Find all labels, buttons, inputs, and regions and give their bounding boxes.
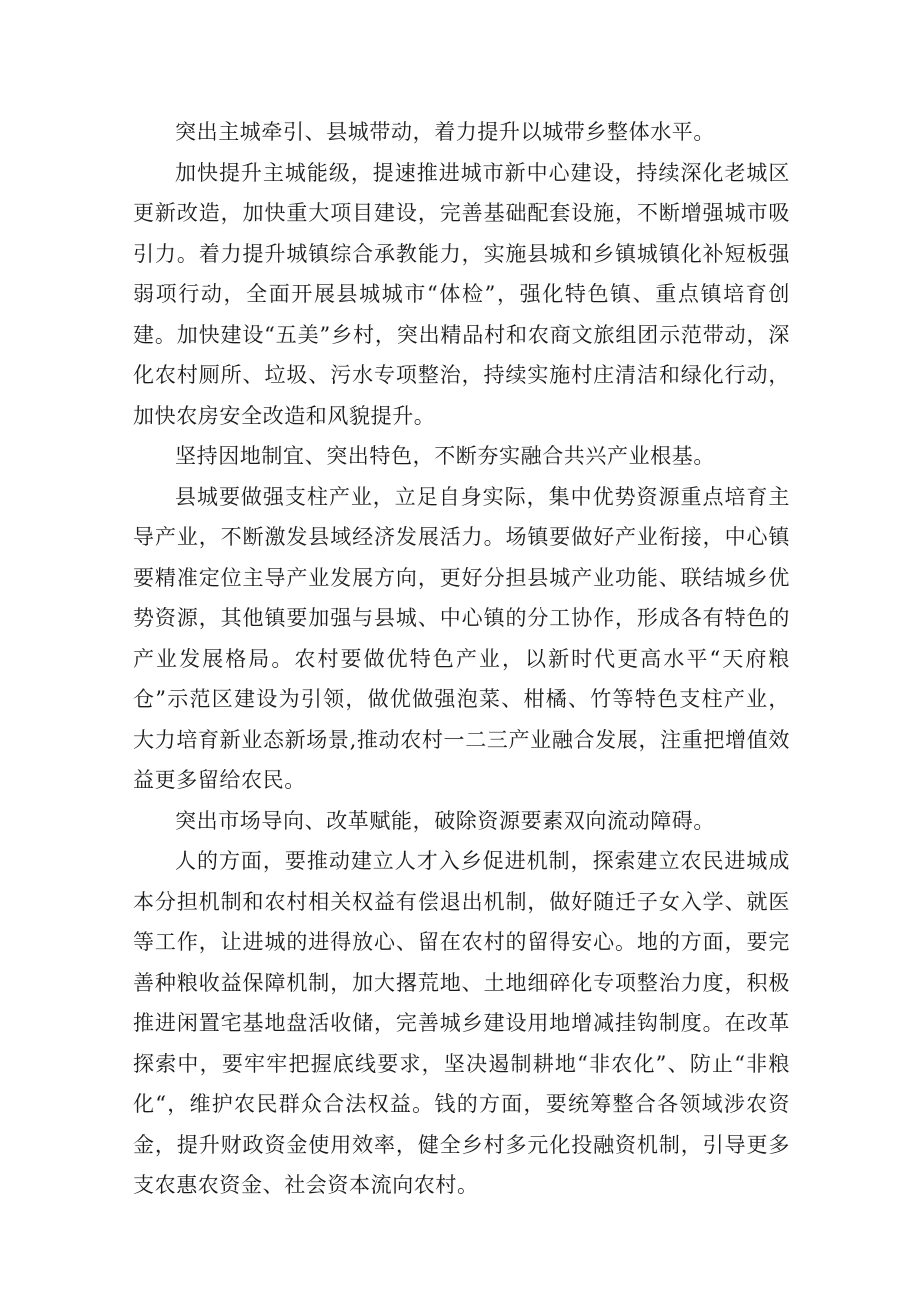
body-paragraph-city-upgrade: 加快提升主城能级，提速推进城市新中心建设，持续深化老城区更新改造，加快重大项目建设，完善基础配套设施，不断增强城市吸引力。着力提升城镇综合承教能力，实施县城和乡镇城镇化补短板强弱项行动，全面开展县城城市“体检”，强化特色镇、重点镇培育创建。加快建设“五美”乡村，突出精品村和农商文旅组团示范带动，深化农村厕所、垃圾、污水专项整治，持续实施村庄清洁和绿化行动，加快农房安全改造和风貌提升。 <box>133 160 790 428</box>
body-paragraph-reform: 人的方面，要推动建立人才入乡促进机制，探索建立农民进城成本分担机制和农村相关权益有偿退出机制，做好随迁子女入学、就医等工作，让进城的进得放心、留在农村的留得安心。地的方面，要完善种粮收益保障机制，加大撂荒地、土地细碎化专项整治力度，积极推进闲置宅基地盘活收储，完善城乡建设用地增减挂钩制度。在改革探索中，要牢牢把握底线要求，坚决遏制耕地“非农化”、防止“非粮化“，维护农民群众合法权益。钱的方面，要统筹整合各领域涉农资金，提升财政资金使用效率，健全乡村多元化投融资机制，引导更多支农惠农资金、社会资本流向农村。 <box>133 849 790 1197</box>
body-paragraph-industry: 县城要做强支柱产业，立足自身实际，集中优势资源重点培育主导产业，不断激发县域经济发展活力。场镇要做好产业衔接，中心镇要精准定位主导产业发展方向，更好分担县城产业功能、联结城乡优势资源，其他镇要加强与县城、中心镇的分工协作，形成各有特色的产业发展格局。农村要做优特色产业，以新时代更高水平“天府粮仓”示范区建设为引领，做优做强泡菜、柑橘、竹等特色支柱产业，大力培育新业态新场景,推动农村一二三产业融合发展，注重把增值效益更多留给农民。 <box>133 484 790 792</box>
document-body <box>133 112 790 1206</box>
heading-paragraph-city-leading: 突出主城牵引、县城带动，着力提升以城带乡整体水平。 <box>175 120 715 144</box>
heading-paragraph-reform: 突出市场导向、改革赋能，破除资源要素双向流动障碍。 <box>175 808 715 833</box>
heading-paragraph-industry: 坚持因地制宜、突出特色，不断夯实融合共兴产业根基。 <box>175 444 715 468</box>
